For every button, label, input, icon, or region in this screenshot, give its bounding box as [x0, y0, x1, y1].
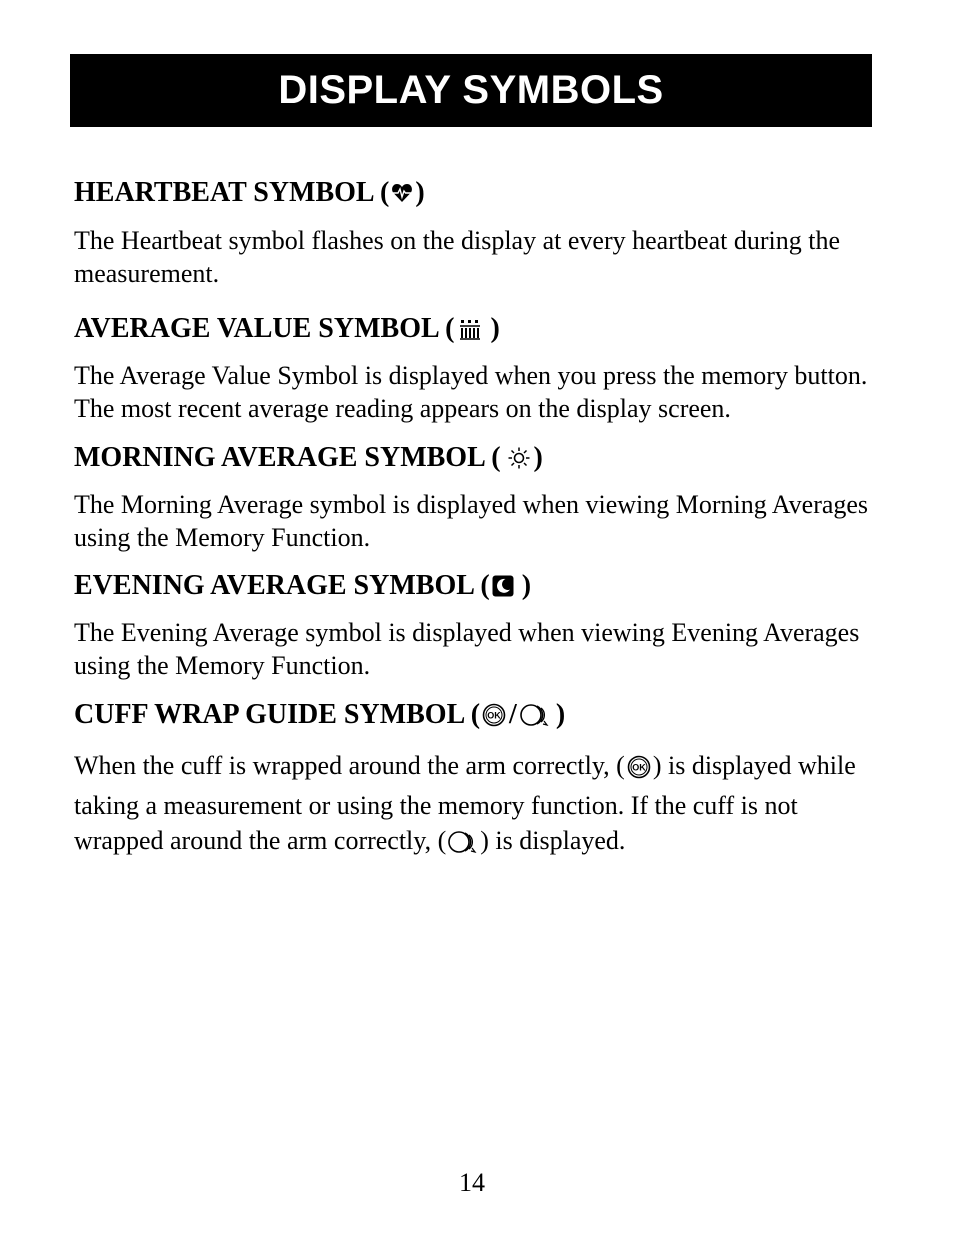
section-morning-average: [74, 441, 874, 554]
section-average-value: [74, 312, 874, 425]
section-heading: EVENING AVERAGE SYMBOL ( ): [74, 570, 532, 601]
section-heading: MORNING AVERAGE SYMBOL ( ): [74, 442, 543, 473]
section-body: The Morning Average symbol is displayed when viewing Morning Averages using the Memory Function.: [74, 490, 869, 552]
section-heading: CUFF WRAP GUIDE SYMBOL ( OK / ): [74, 699, 566, 730]
section-evening-average: [74, 569, 874, 682]
section-heartbeat: [74, 176, 874, 290]
section-body: The Evening Average symbol is displayed when viewing Evening Averages using the Memory Function.: [74, 618, 860, 680]
page-number: 14: [459, 1168, 485, 1197]
title-banner: [70, 54, 872, 127]
section-body: The Average Value Symbol is displayed when you press the memory button. The most recent average reading appears on the display screen.: [74, 361, 868, 423]
sun-icon: [507, 446, 531, 470]
heart-icon: [391, 182, 413, 204]
page-title: DISPLAY SYMBOLS: [278, 68, 664, 112]
cuff-wrap-icon: [448, 828, 478, 863]
section-cuff-wrap-guide: [74, 698, 874, 863]
moon-icon: [492, 575, 514, 597]
section-body: The Heartbeat symbol flashes on the display at every heartbeat during the measurement.: [74, 226, 841, 288]
svg-text:OK: OK: [487, 710, 501, 721]
section-heading: HEARTBEAT SYMBOL ( ): [74, 177, 425, 208]
cuff-ok-icon: [482, 703, 506, 727]
cuff-wrap-icon: [520, 703, 550, 727]
cuff-ok-icon: [627, 753, 651, 788]
svg-text:OK: OK: [632, 762, 646, 773]
average-value-icon: [458, 317, 482, 341]
section-body: When the cuff is wrapped around the arm correctly, ( OK ) is displayed while taking a measurement or using the memory function. If the cuff is not wrapped around the arm correctly, ( ) is displayed.: [74, 748, 874, 863]
section-heading: AVERAGE VALUE SYMBOL ( ): [74, 313, 500, 344]
